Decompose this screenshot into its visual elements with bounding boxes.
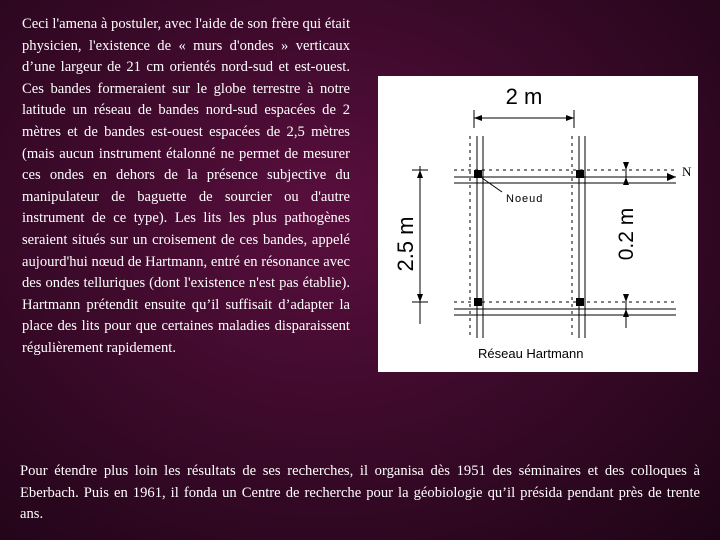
node-marker xyxy=(474,170,482,178)
height-arrow-top xyxy=(417,170,423,178)
height-label: 2.5 m xyxy=(393,216,418,272)
node-marker xyxy=(576,170,584,178)
band-arrow-mid xyxy=(623,177,629,185)
band-arrow-lower-top xyxy=(623,294,629,302)
band-width-label: 0.2 m xyxy=(615,207,638,261)
left-paragraph: Ceci l'amena à postuler, avec l'aide de son frère qui était physicien, l'existence de « murs d'ondes » verticaux d’une largeur de 21 cm orientés nord-sud et est-ouest. Ces bandes formeraient sur le globe terrestre à notre latitude un réseau de bandes nord-sud espacées de 2 mètres et de bandes est-ouest espacées de 2,5 mètres (mais aucun instrument étalonné ne permet de mesurer ces ondes en dehors de la présence subjective du manipulateur de baguette de sourcier ou d'autre instrument de ce type). Les lits les plus pathogènes seraient situés sur un croisement de ces bandes, appelé aujourd'hui nœud de Hartmann, entré en résonance avec des ondes telluriques (dont l'existence n'est pas établie). Hartmann prétendit ensuite qu’il suffisait d’adapter la place des lits pour que certaines maladies disparaissent régulièrement rapidement. xyxy=(22,16,350,356)
north-arrow-icon xyxy=(667,173,676,181)
width-arrow-right xyxy=(566,115,574,121)
node-leader-line xyxy=(482,178,502,192)
node-marker xyxy=(474,298,482,306)
height-arrow-bottom xyxy=(417,294,423,302)
width-arrow-left xyxy=(474,115,482,121)
bottom-paragraph: Pour étendre plus loin les résultats de ses recherches, il organisa dès 1951 des séminaires et des colloques à Eberbach. Puis en 1961, il fonda un Centre de recherche pour la géobiologie qu’il présida pendant près de trente ans. xyxy=(20,463,700,523)
diagram-caption: Réseau Hartmann xyxy=(478,346,584,361)
width-label: 2 m xyxy=(505,84,543,109)
node-label: Noeud xyxy=(506,193,544,205)
node-marker xyxy=(576,298,584,306)
hartmann-grid-svg xyxy=(378,76,698,372)
band-arrow-lower-bottom xyxy=(623,309,629,317)
hartmann-grid-diagram xyxy=(378,76,698,372)
north-label: N xyxy=(682,164,692,179)
band-arrow-top xyxy=(623,162,629,170)
